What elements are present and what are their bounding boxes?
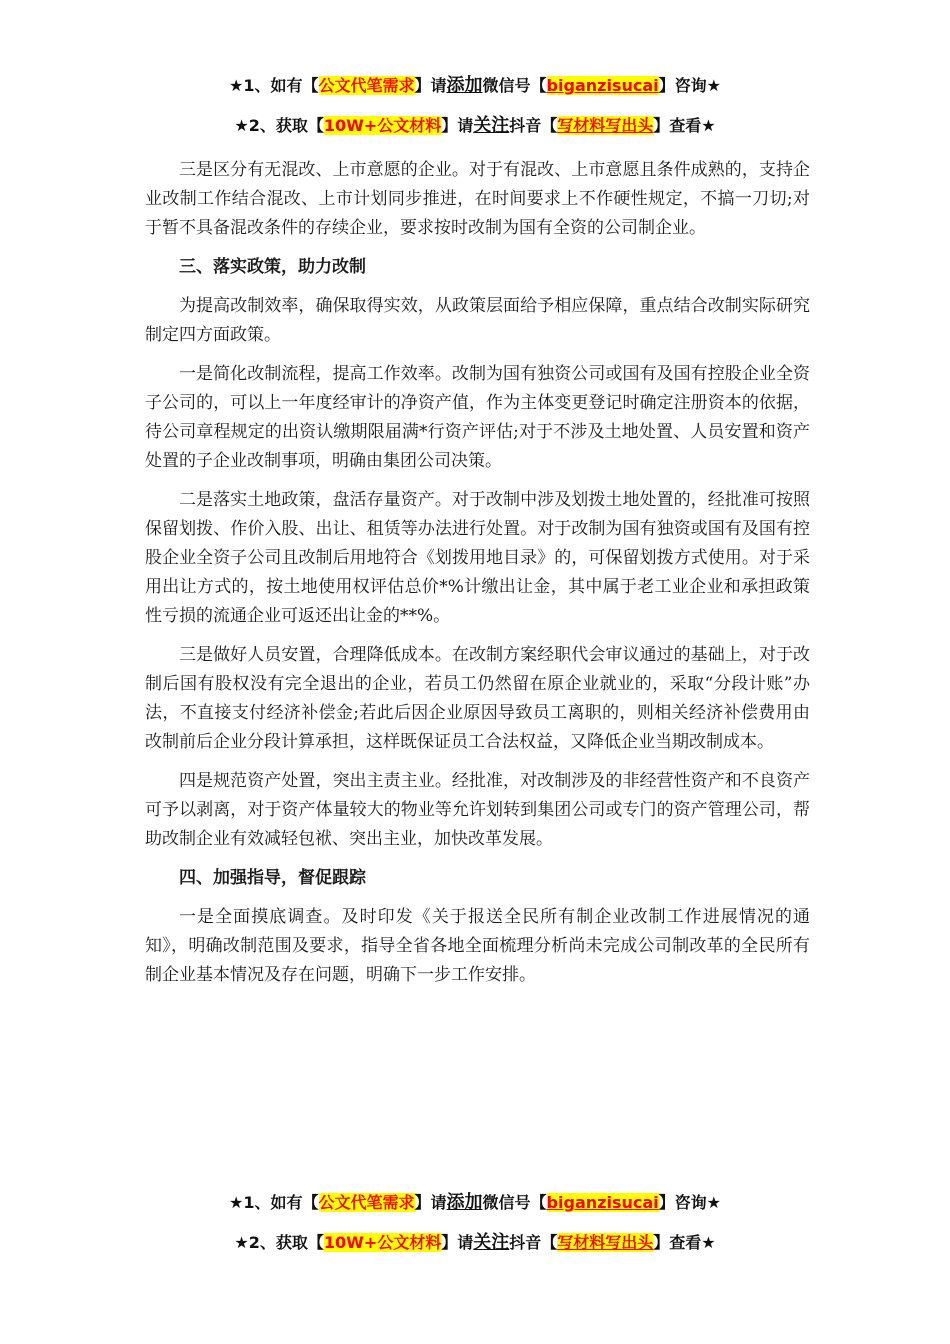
footer-notice-line-1	[0, 1188, 950, 1214]
header-line2-underlined-follow: 关注	[473, 115, 510, 136]
footer-line2-text-3: 抖音【	[509, 1233, 558, 1252]
footer-line1-text-3: 微信号【	[482, 1193, 547, 1212]
paragraph-land-policy: 二是落实土地政策，盘活存量资产。对于改制中涉及划拨土地处置的，经批准可按照保留划拨、作价入股、出让、租赁等办法进行处置。对于改制为国有独资或国有及国有控股企业全资子公司且改制后用地符合《划拨用地目录》的，可保留划拨方式使用。对于采用出让方式的，按土地使用权评估总价*%计缴出让金，其中属于老工业企业和承担政策性亏损的流通企业可返还出让金的**%。	[145, 490, 810, 626]
header-line1-wechat-id[interactable]: biganzisucai	[546, 76, 659, 95]
footer-line1-wechat-id[interactable]: biganzisucai	[546, 1193, 659, 1212]
footer-line2-douyin-account[interactable]: 写材料写出头	[557, 1233, 654, 1252]
footer-line1-text-1: ★1、如有【	[229, 1193, 319, 1212]
footer-notice-line-2	[0, 1228, 950, 1254]
document-body	[145, 156, 810, 1000]
section-heading-4: 四、加强指导，督促跟踪	[179, 868, 366, 888]
footer-line1-underlined-add: 添加	[446, 1192, 483, 1213]
header-line1-text-3: 微信号【	[482, 76, 547, 95]
footer-line2-text-4: 】查看★	[653, 1233, 716, 1252]
paragraph-simplify-process: 一是简化改制流程，提高工作效率。改制为国有独资公司或国有及国有控股企业全资子公司的，可以上一年度经审计的净资产值，作为主体变更登记时确定注册资本的依据，待公司章程规定的出资认缴期限届满*行资产评估;对于不涉及土地处置、人员安置和资产处置的子企业改制事项，明确由集团公司决策。	[145, 364, 810, 471]
header-line1-highlight-service: 公文代笔需求	[318, 76, 415, 95]
header-line2-highlight-materials: 10W+公文材料	[323, 116, 442, 135]
section-heading-3: 三、落实政策，助力改制	[179, 257, 366, 277]
paragraph-mixed-ownership: 三是区分有无混改、上市意愿的企业。对于有混改、上市意愿且条件成熟的，支持企业改制工作结合混改、上市计划同步推进，在时间要求上不作硬性规定，不搞一刀切;对于暂不具备混改条件的存续企业，要求按时改制为国有全资的公司制企业。	[145, 160, 810, 238]
header-line2-douyin-account[interactable]: 写材料写出头	[557, 116, 654, 135]
header-notice-line-2	[0, 111, 950, 137]
header-notice-line-1	[0, 71, 950, 97]
footer-line1-highlight-service: 公文代笔需求	[318, 1193, 415, 1212]
header-line2-text-4: 】查看★	[653, 116, 716, 135]
paragraph-survey: 一是全面摸底调查。及时印发《关于报送全民所有制企业改制工作进展情况的通知》，明确改制范围及要求，指导全省各地全面梳理分析尚未完成公司制改革的全民所有制企业基本情况及存在问题，明确下一步工作安排。	[145, 907, 810, 985]
header-line2-text-1: ★2、获取【	[234, 116, 324, 135]
footer-line1-text-2: 】请	[414, 1193, 447, 1212]
header-line2-text-3: 抖音【	[509, 116, 558, 135]
paragraph-asset-disposal: 四是规范资产处置，突出主责主业。经批准，对改制涉及的非经营性资产和不良资产可予以剥离，对于资产体量较大的物业等允许划转到集团公司或专门的资产管理公司，帮助改制企业有效减轻包袱、突出主业，加快改革发展。	[145, 771, 810, 849]
footer-line2-text-2: 】请	[441, 1233, 474, 1252]
paragraph-policy-intro: 为提高改制效率，确保取得实效，从政策层面给予相应保障，重点结合改制实际研究制定四方面政策。	[145, 296, 810, 345]
footer-line2-underlined-follow: 关注	[473, 1232, 510, 1253]
header-line1-text-4: 】咨询★	[658, 76, 721, 95]
paragraph-staff-placement: 三是做好人员安置，合理降低成本。在改制方案经职代会审议通过的基础上，对于改制后国有股权没有完全退出的企业，若员工仍然留在原企业就业的，采取“分段计账”办法，不直接支付经济补偿金;若此后因企业原因导致员工离职的，则相关经济补偿费用由改制前后企业分段计算承担，这样既保证员工合法权益，又降低企业当期改制成本。	[145, 645, 810, 752]
header-line1-underlined-add: 添加	[446, 75, 483, 96]
header-line1-text-1: ★1、如有【	[229, 76, 319, 95]
footer-line2-text-1: ★2、获取【	[234, 1233, 324, 1252]
header-line1-text-2: 】请	[414, 76, 447, 95]
header-line2-text-2: 】请	[441, 116, 474, 135]
footer-line2-highlight-materials: 10W+公文材料	[323, 1233, 442, 1252]
footer-line1-text-4: 】咨询★	[658, 1193, 721, 1212]
